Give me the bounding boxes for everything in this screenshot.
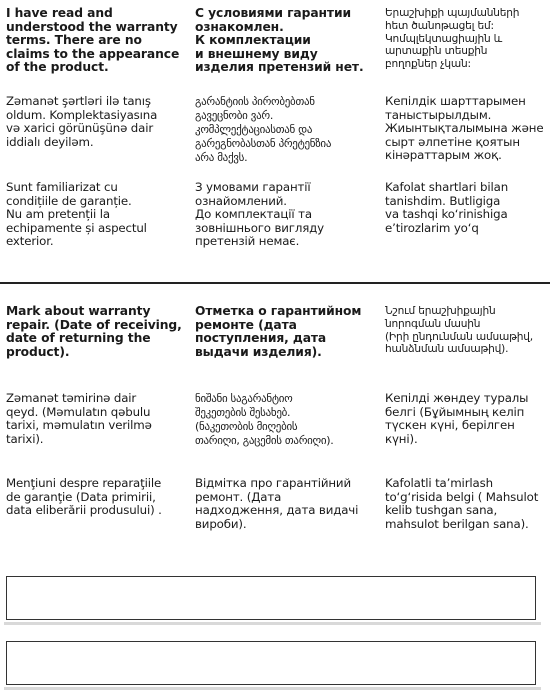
acknowledgement-text-ru: С условиями гарантии ознакомлен. К комплектации и внешнему виду изделия претензий нет. [195, 6, 364, 75]
repair-text-ru: Отметка о гарантийном ремонте (дата поступления, дата выдачи изделия). [195, 304, 362, 359]
acknowledgement-text-uz: Kafolat shartlari bilan tanishdim. Butligiga va tashqi ko‘rinishiga e’tirozlarim yo‘q [385, 180, 509, 235]
repair-entry-box-2[interactable] [6, 641, 536, 685]
repair-entry-box-1[interactable] [6, 576, 536, 620]
repair-text-en: Mark about warranty repair. (Date of receiving, date of returning the product). [6, 304, 182, 359]
repair-text-uk: Відмітка про гарантійний ремонт. (Дата надходження, дата видачі вироби). [195, 476, 359, 531]
acknowledgement-text-az: Zəmanət şərtləri ilə tanış oldum. Komplektasiyasına və xarici görünüşünə dair iddialı deyiləm. [6, 94, 158, 149]
section-divider [0, 282, 550, 284]
repair-text-hy: Նշում երաշխիքային նորոգման մասին (Իրի ընդունման ամսաթիվ, հանձնման ամսաթիվ). [385, 305, 533, 356]
acknowledgement-text-en: I have read and understood the warranty terms. There are no claims to the appearance of the product. [6, 6, 180, 75]
repair-text-kk: Кепілді жөндеу туралы белгі (Бұйымның келіп түскен күні, берілген күні). [385, 391, 529, 446]
box-shadow-1 [4, 622, 541, 625]
box-shadow-2 [4, 687, 541, 690]
repair-text-uz: Kafolatli ta’mirlash to‘g‘risida belgi ( Mahsulot kelib tushgan sana, mahsulot berilgan sana). [385, 476, 539, 531]
acknowledgement-text-ka: გარანტიის პირობებთან გავეცნობი ვარ. კომპლექტაციასთან და გარეგნობასთან პრეტენზია არა მაქვს. [195, 95, 332, 164]
repair-text-ka: ნიშანი საგარანტიო შეკეთების შესახებ. (ნაკეთობის მიღების თარიღი, გაცემის თარიღი). [195, 392, 334, 447]
acknowledgement-text-kk: Кепілдік шарттарымен таныстырылдым. Жиынтықталымына және сырт әлпетіне қоятын кінәраттарым жоқ. [385, 94, 544, 163]
repair-text-ro: Menţiuni despre reparaţiile de garanţie (Data primirii, data eliberării produsului) . [6, 476, 162, 518]
acknowledgement-text-ro: Sunt familiarizat cu condițiile de garanție. Nu am pretenții la echipamente și aspectul exterior. [6, 180, 147, 249]
repair-text-az: Zəmanət təmirinə dair qeyd. (Məmulatın qəbulu tarixi, məmulatın verilmə tarixi). [6, 391, 152, 446]
acknowledgement-text-hy: Երաշխիքի պայմանների հետ ծանոթացել եմ: Կոմպլեկտացիային և արտաքին տեսքին բողոքներ չկան: [385, 7, 520, 71]
acknowledgement-text-uk: З умовами гарантії ознайомлений. До комплектації та зовнішнього вигляду претензій немає. [195, 180, 325, 249]
